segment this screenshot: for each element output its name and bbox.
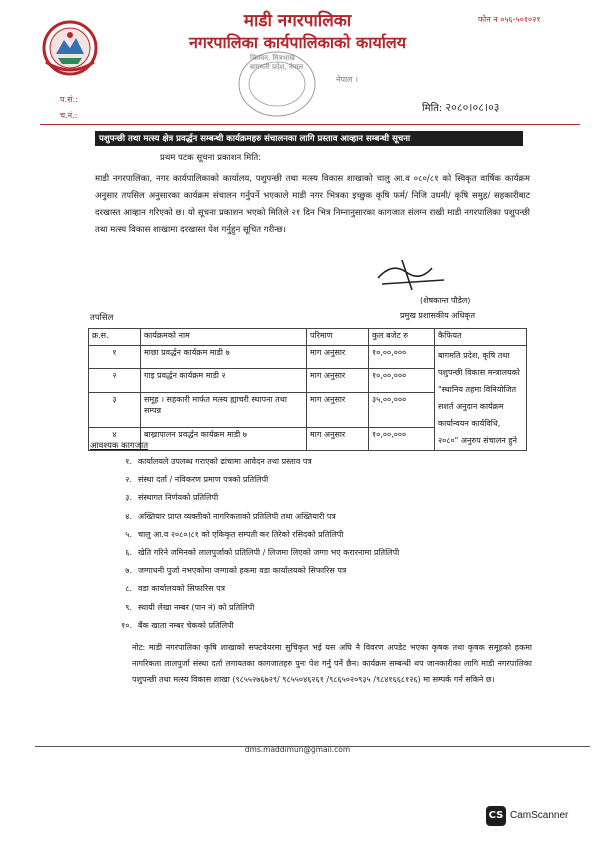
date-line bbox=[422, 100, 500, 115]
cell-program: गाइ प्रवर्द्धन कार्यक्रम माडी २ bbox=[141, 369, 307, 392]
list-item-number: ३. bbox=[125, 493, 132, 503]
stamp-country: नेपाल । bbox=[336, 75, 359, 84]
list-item bbox=[90, 565, 540, 583]
cell-sn: २ bbox=[89, 369, 141, 392]
list-item-number: १०. bbox=[121, 620, 132, 630]
list-item-text: चालु आ.व २०८०।८१ को एकिकृत सम्पती कर तिरेको रसिदको प्रतिलिपी bbox=[138, 529, 344, 539]
list-item-text: स्थायी लेखा नम्बर (पान नं) को प्रतिलिपी bbox=[138, 602, 255, 612]
list-item-number: ५. bbox=[125, 529, 132, 539]
list-item bbox=[90, 583, 540, 601]
list-item-number: ८. bbox=[125, 584, 132, 594]
list-item bbox=[90, 620, 540, 638]
list-item-number: ४. bbox=[125, 511, 132, 521]
cell-quantity: माग अनुसार bbox=[307, 369, 369, 392]
signer-designation: प्रमुख प्रशासकीय अधिकृत bbox=[400, 311, 476, 320]
footer-email: dms.maddimun@gmail.com bbox=[244, 745, 351, 754]
notice-body-paragraph: माडी नगरपालिका, नगर कार्यपालिकाको कार्यालय, पशुपन्छी तथा मत्स्य विकास शाखाको चालु आ.व ०८०/८१ को स्विकृत वार्षिक कार्यक्रम अनुसार तपसिल अनुसारका कार्यक्रम संचालन गर्नुपर्ने भएकाले माडी नगर भित्रका इच्छुक कृषि फर्म/ निजि उधमी/ कृषि समुह/ सहकारीबाट दरखास्त आव्हान गरिएको छ। यो सूचना प्रकाशन भएको मितिले २१ दिन भित्र निम्नानुसारका कागजात संलग्न राखी माडी नगरपालिका पशुपन्छी तथा मत्स्य विकास शाखामा दरखास्त पेश गर्नुहुन सूचित गरीन्छ। bbox=[95, 174, 530, 235]
signer-name: (शेषकान्त पौडेल) bbox=[420, 296, 471, 305]
cell-program: बाख्रापालन प्रवर्द्धन कार्यक्रम माडी ७ bbox=[141, 427, 307, 451]
municipality-name: माडी नगरपालिका bbox=[243, 11, 352, 31]
list-item-text: वडा कार्यालयको सिफारिस पत्र bbox=[138, 584, 226, 594]
list-item-text: अख्तियार प्राप्त व्यक्तीको नागरिकताको प्रतिलिपी तथा अख्तियारी पत्र bbox=[138, 511, 336, 521]
list-item bbox=[90, 547, 540, 565]
cell-budget: ३५,००,००० bbox=[369, 392, 435, 427]
handwritten-signature bbox=[372, 254, 452, 296]
cell-remark: बागमति प्रदेश, कृषि तथा पशुपन्छी विकास मन्त्रालयको "स्थानिय तहमा विनियोजित सशर्त अनुदान कार्यक्रम कार्यान्वयन कार्यविधि, २०८०" अनुरुप संचालन हुने bbox=[435, 346, 527, 451]
list-item-text: संस्था दर्ता / नविकरण प्रमाण पत्रको प्रतिलिपी bbox=[138, 475, 269, 485]
header-divider bbox=[40, 124, 580, 125]
list-item-text: जग्गाधनी पुर्जा नभएकोमा जग्गाको हकमा वडा कार्यालयको सिफारिस पत्र bbox=[138, 566, 347, 576]
required-documents-heading: आवश्यक कागजात bbox=[90, 441, 149, 451]
cell-quantity: माग अनुसार bbox=[307, 427, 369, 451]
col-header-quantity: परिमाण bbox=[307, 329, 369, 346]
list-item-number: ७. bbox=[125, 566, 132, 576]
date-label: मिति: bbox=[422, 103, 443, 114]
camscanner-logo-icon: CS bbox=[486, 806, 506, 826]
table-row bbox=[89, 346, 527, 369]
list-item bbox=[90, 492, 540, 510]
list-item-text: बैंक खाता नम्बर चेकको प्रतिलिपी bbox=[138, 620, 234, 630]
list-item bbox=[90, 529, 540, 547]
phone-number: फोन न ०५६-५०१०२१ bbox=[478, 15, 541, 24]
reference-number-label: प.सं.: bbox=[60, 95, 78, 104]
cell-program: समूह । सहकारी मार्फत मत्स्य ह्याचरी स्थापना तथा सम्पन्न bbox=[141, 392, 307, 427]
cell-quantity: माग अनुसार bbox=[307, 346, 369, 369]
notice-title-bar: पशुपन्छी तथा मत्स्य क्षेत्र प्रवर्द्धन सम्बन्धी कार्यक्रमहरु संचालनका लागि प्रस्ताव आव्हान सम्बन्धी सूचना bbox=[95, 131, 523, 146]
program-table bbox=[88, 328, 527, 451]
list-item bbox=[90, 511, 540, 529]
cell-sn: ४ bbox=[89, 427, 141, 451]
cell-budget: १०,००,००० bbox=[369, 427, 435, 451]
required-documents-list bbox=[90, 456, 540, 638]
cell-sn: १ bbox=[89, 346, 141, 369]
cell-budget: १०,००,००० bbox=[369, 369, 435, 392]
office-name: नगरपालिका कार्यपालिकाको कार्यालय bbox=[188, 33, 406, 52]
list-item-number: २. bbox=[125, 475, 132, 485]
date-value: २०८०।०८।०३ bbox=[445, 101, 500, 114]
schedule-label: तपसिल bbox=[90, 313, 114, 323]
list-item bbox=[90, 474, 540, 492]
dispatch-number-label: च.नं.: bbox=[60, 111, 78, 120]
list-item bbox=[90, 602, 540, 620]
list-item-text: संस्थागत निर्णयको प्रतिलिपी bbox=[138, 493, 219, 503]
list-item-number: ६. bbox=[125, 547, 132, 557]
table-header-row bbox=[89, 329, 527, 346]
cell-sn: ३ bbox=[89, 392, 141, 427]
publication-date-line: प्रथम पटक सूचना प्रकाशन मिति: bbox=[160, 153, 262, 163]
col-header-sn: क्र.स. bbox=[89, 329, 141, 346]
col-header-budget: कुल बजेट रु bbox=[369, 329, 435, 346]
stamp-text: चितवन, मित्रभाख बागमती प्रदेश, नेपाल bbox=[250, 54, 304, 71]
list-item-number: १. bbox=[125, 457, 132, 466]
cell-quantity: माग अनुसार bbox=[307, 392, 369, 427]
list-item-number: ९. bbox=[125, 602, 132, 612]
list-item-text: खेति गरिने जमिनको लालपुर्जाको प्रतिलिपी / लिजमा लिएको जग्गा भए करारनामा प्रतिलिपी bbox=[138, 547, 400, 557]
list-item bbox=[90, 456, 540, 474]
col-header-remark: कैफियत bbox=[435, 329, 527, 346]
list-item-text: कार्यालयले उपलब्ध गराएको ढांचामा आवेदन तथा प्रस्ताव पत्र bbox=[138, 457, 312, 466]
camscanner-label: CamScanner bbox=[510, 810, 569, 821]
cell-program: माछा प्रवर्द्धन कार्यक्रम माडी ७ bbox=[141, 346, 307, 369]
col-header-program: कार्यक्रमको नाम bbox=[141, 329, 307, 346]
cell-budget: १०,००,००० bbox=[369, 346, 435, 369]
note-paragraph: नोट: माडी नगरपालिका कृषि शाखाको सफ्टवेयरमा सुचिकृत भई यस अघि नै विवरण अपडेट भएका कृषक तथा कृषक समूहको हकमा नागरिकता लालपुर्जा संस्था दर्ता लगायतका कागजातहरु पुनः पेश गर्नु पर्ने छैन। कार्यक्रम सम्बन्धी थप जानकारीका लागि माडी नगरपालिका पशुपन्छी तथा मत्स्य विकास शाखा (९८५५२७६७२९/ ९८५५०४६२६१ /९८६५०२०९३५ /९८४१६६८१२६) मा सम्पर्क गर्न सकिने छ। bbox=[132, 643, 532, 684]
